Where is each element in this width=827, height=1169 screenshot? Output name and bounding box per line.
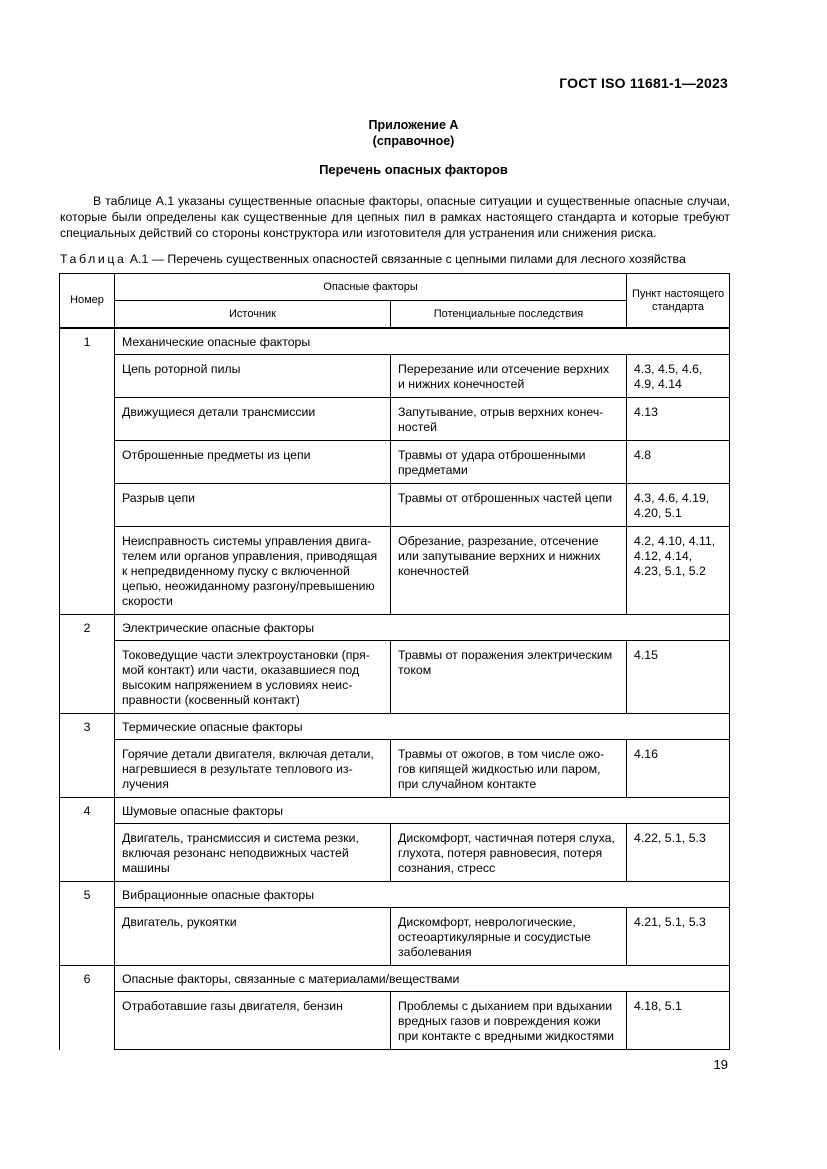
hazard-consequence: Травмы от отброшенных частей цепи (391, 484, 627, 527)
hazard-source: Токоведущие части электроустановки (пря-мой контакт) или части, оказавшиеся под высоким напряжением в условиях неис-правности (косвенный контакт) (115, 641, 391, 714)
hazard-source: Неисправность системы управления двига-телем или органов управления, приводящая к непредвиденному пуску с включенной цепью, неожиданному разгону/превышению скорости (115, 527, 391, 615)
section-title: Перечень опасных факторов (319, 162, 508, 177)
standard-clause: 4.2, 4.10, 4.11, 4.12, 4.14, 4.23, 5.1, 5.2 (627, 527, 730, 615)
group-row (60, 615, 730, 641)
hazard-consequence: Перерезание или отсечение верхних и нижних конечностей (391, 355, 627, 398)
standard-clause: 4.21, 5.1, 5.3 (627, 908, 730, 966)
group-number: 6 (60, 966, 115, 1050)
group-number: 4 (60, 798, 115, 882)
table-header (60, 274, 730, 329)
hazard-source: Разрыв цепи (115, 484, 391, 527)
table-caption (60, 252, 730, 266)
hazards-table (59, 273, 730, 1050)
header-source: Источник (115, 301, 391, 329)
table-row (60, 992, 730, 1050)
group-number: 3 (60, 714, 115, 798)
intro-paragraph (60, 193, 730, 241)
intro-line-2: которые были определены как существенные для цепных пил в рамках настоящего стандарта и которые требуют (60, 210, 730, 224)
hazard-consequence: Травмы от удара отброшенными предметами (391, 441, 627, 484)
hazard-consequence: Дискомфорт, неврологические, остеоартикулярные и сосудистые заболевания (391, 908, 627, 966)
intro-line-3: специальных действий со стороны конструктора или изготовителя для устранения или снижения риска. (60, 226, 657, 240)
table-caption-label: Таблица (60, 252, 127, 266)
table-row (60, 484, 730, 527)
header-hazards: Опасные факторы (115, 274, 627, 301)
page-number: 19 (713, 1057, 728, 1072)
group-row (60, 882, 730, 908)
group-title: Шумовые опасные факторы (115, 798, 730, 824)
table-row (60, 527, 730, 615)
standard-clause: 4.16 (627, 740, 730, 798)
group-number: 2 (60, 615, 115, 714)
hazard-consequence: Запутывание, отрыв верхних конеч-ностей (391, 398, 627, 441)
table-row (60, 398, 730, 441)
standard-clause: 4.13 (627, 398, 730, 441)
table-row (60, 355, 730, 398)
hazard-source: Отработавшие газы двигателя, бензин (115, 992, 391, 1050)
table-row (60, 441, 730, 484)
group-row (60, 714, 730, 740)
table-caption-text: А.1 — Перечень существенных опасностей связанные с цепными пилами для лесного хозяйства (129, 252, 686, 266)
group-row (60, 966, 730, 992)
header-clause: Пункт настоящего стандарта (627, 274, 730, 329)
table-row (60, 908, 730, 966)
hazard-consequence: Дискомфорт, частичная потеря слуха, глухота, потеря равновесия, потеря сознания, стресс (391, 824, 627, 882)
table-row (60, 740, 730, 798)
appendix-subtitle: (справочное) (372, 134, 455, 148)
standard-clause: 4.18, 5.1 (627, 992, 730, 1050)
group-row (60, 328, 730, 355)
table-body (60, 328, 730, 1050)
hazard-consequence: Травмы от поражения электрическим током (391, 641, 627, 714)
hazard-consequence: Проблемы с дыханием при вдыхании вредных газов и повреждения кожи при контакте с вредными жидкостями (391, 992, 627, 1050)
hazard-source: Двигатель, трансмиссия и система резки, включая резонанс неподвижных частей машины (115, 824, 391, 882)
hazard-consequence: Обрезание, разрезание, отсечение или запутывание верхних и нижних конечностей (391, 527, 627, 615)
standard-clause: 4.8 (627, 441, 730, 484)
appendix-heading (0, 117, 827, 149)
group-row (60, 798, 730, 824)
group-title: Механические опасные факторы (115, 328, 730, 355)
header-consequences: Потенциальные последствия (391, 301, 627, 329)
group-number: 1 (60, 328, 115, 615)
header-number: Номер (60, 274, 115, 329)
group-title: Вибрационные опасные факторы (115, 882, 730, 908)
table-row (60, 824, 730, 882)
hazard-consequence: Травмы от ожогов, в том числе ожо-гов кипящей жидкостью или паром, при случайном контакте (391, 740, 627, 798)
hazard-source: Двигатель, рукоятки (115, 908, 391, 966)
group-title: Опасные факторы, связанные с материалами/веществами (115, 966, 730, 992)
standard-clause: 4.3, 4.5, 4.6, 4.9, 4.14 (627, 355, 730, 398)
hazard-source: Горячие детали двигателя, включая детали, нагревшиеся в результате теплового из-лучения (115, 740, 391, 798)
hazard-source: Цепь роторной пилы (115, 355, 391, 398)
standard-clause: 4.15 (627, 641, 730, 714)
hazard-source: Движущиеся детали трансмиссии (115, 398, 391, 441)
group-number: 5 (60, 882, 115, 966)
intro-line-1: В таблице А.1 указаны существенные опасные факторы, опасные ситуации и существенные опасные случаи, (93, 194, 730, 208)
group-title: Термические опасные факторы (115, 714, 730, 740)
standard-clause: 4.22, 5.1, 5.3 (627, 824, 730, 882)
standard-clause: 4.3, 4.6, 4.19, 4.20, 5.1 (627, 484, 730, 527)
group-title: Электрические опасные факторы (115, 615, 730, 641)
table-row (60, 641, 730, 714)
appendix-title: Приложение А (368, 118, 459, 132)
hazard-source: Отброшенные предметы из цепи (115, 441, 391, 484)
document-code: ГОСТ ISO 11681-1—2023 (559, 75, 728, 91)
